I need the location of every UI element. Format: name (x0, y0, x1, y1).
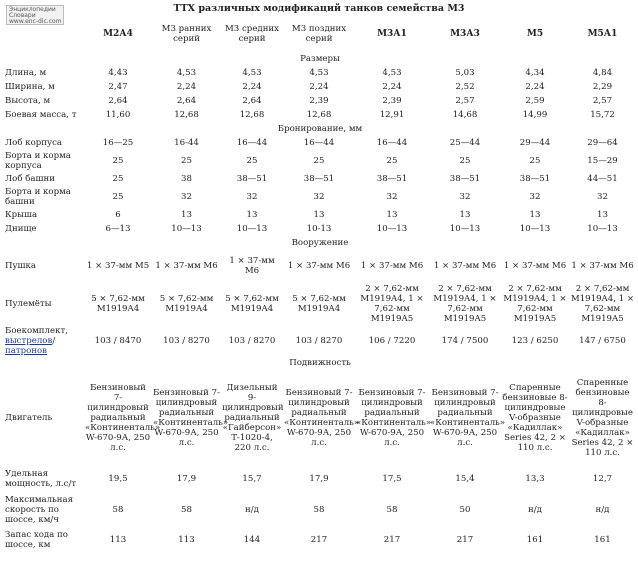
cell: 32 (313, 192, 325, 202)
section-row (4, 236, 636, 250)
section-dimensions: Размеры (300, 54, 340, 64)
cell: 38 (181, 174, 192, 184)
cell: 5 × 7,62-мм M1919A4 (225, 294, 279, 314)
cell: 1 × 37-мм М6 (433, 261, 497, 271)
cell: 2,47 (108, 82, 128, 92)
cell: 2,64 (108, 96, 128, 106)
cell: 1 × 37-мм М5 (86, 261, 150, 271)
logo-line-3: www.enc-dic.com (9, 18, 62, 25)
cell: н/д (528, 505, 542, 515)
cell: 2,29 (592, 82, 613, 92)
table-row (4, 172, 636, 186)
row-label: Борта и корма корпуса (5, 151, 71, 171)
row-label: Запас хода по шоссе, км (5, 530, 68, 550)
cell: Спаренные бензиновые 8-цилиндровые V-образные «Кадиллак» Series 42, 2 × 110 л.с. (571, 378, 634, 458)
cell: 217 (310, 535, 328, 545)
cell: Спаренные бензиновые 8-цилиндровые V-образные «Кадиллак» Series 42, 2 × 110 л.с. (502, 383, 568, 453)
row-label: Днище (5, 224, 37, 234)
cell: 1 × 37-мм М6 (287, 261, 351, 271)
cell: 14,99 (522, 110, 548, 120)
cell: 10—13 (587, 224, 618, 234)
cell: 25 (112, 156, 124, 166)
table-row (4, 222, 636, 236)
cell: 13 (313, 210, 325, 220)
row-label: Удельная мощность, л.с/т (5, 469, 77, 489)
cell: 17,5 (382, 474, 402, 484)
cell: 14,68 (452, 110, 478, 120)
cell: 10—13 (171, 224, 202, 234)
table-row (4, 282, 636, 326)
row-label-ammo (4, 326, 84, 356)
cell: 2,24 (382, 82, 402, 92)
col-header: М5 (526, 29, 544, 39)
cell: 32 (529, 192, 541, 202)
cell: 25—44 (449, 138, 481, 148)
cell: 58 (386, 505, 398, 515)
cell: 1 × 37-мм М6 (503, 261, 567, 271)
cell: 16-44 (174, 138, 199, 148)
cell: 2,57 (455, 96, 475, 106)
cell: 13 (459, 210, 471, 220)
cell: 17,9 (176, 474, 197, 484)
cell: 58 (112, 505, 124, 515)
cell: 13,3 (525, 474, 545, 484)
table-row (4, 370, 636, 466)
table-row (4, 94, 636, 108)
ammo-label-sep: / (52, 336, 56, 346)
cell: 217 (383, 535, 401, 545)
cell: 25 (313, 156, 325, 166)
cell: Бензиновый 7-цилиндровый радиальный «Континенталь» W-670-9А, 250 л.с. (284, 388, 360, 448)
cell: Бензиновый 7-цилиндровый радиальный «Континенталь» W-670-9А, 250 л.с. (153, 388, 229, 448)
table-row (4, 250, 636, 282)
cell: 6—13 (105, 224, 131, 234)
cell: 113 (109, 535, 127, 545)
cell: 113 (178, 535, 195, 545)
cell: 10—13 (519, 224, 551, 234)
cell: 103 / 8270 (163, 336, 210, 346)
cell: 12,68 (174, 110, 199, 120)
cell: 32 (246, 192, 258, 202)
cell: 13 (181, 210, 192, 220)
cell: 29—44 (519, 138, 551, 148)
cell: 2 × 7,62-мм M1919A4, 1 × 7,62-мм M1919A5 (360, 284, 424, 324)
cell: 2,39 (382, 96, 402, 106)
cell: 4,84 (592, 68, 613, 78)
logo-line-2: Словари (9, 12, 36, 19)
cell: 12,7 (592, 474, 613, 484)
section-row (4, 52, 636, 66)
cell: 16—44 (236, 138, 268, 148)
cell: 15—29 (587, 156, 618, 166)
cell: 25 (386, 156, 398, 166)
cell: 29—64 (587, 138, 618, 148)
cell: 16—44 (303, 138, 335, 148)
cell: 50 (459, 505, 471, 515)
cell: 174 / 7500 (441, 336, 489, 346)
row-label: Ширина, м (5, 82, 55, 92)
cell: 2,39 (309, 96, 329, 106)
cell: 32 (386, 192, 398, 202)
table-row (4, 528, 636, 552)
row-label: Борта и корма башни (5, 187, 71, 207)
table-row (4, 80, 636, 94)
cell: 103 / 8470 (94, 336, 142, 346)
cell: 10—13 (236, 224, 268, 234)
cell: 1 × 37-мм М6 (155, 261, 218, 271)
link-vystrelov[interactable]: выстрелов (5, 336, 53, 346)
cell: 13 (246, 210, 258, 220)
cell: 4,53 (176, 68, 197, 78)
cell: 13 (597, 210, 608, 220)
table-row (4, 108, 636, 122)
cell: 38—51 (236, 174, 268, 184)
table-title: ТТХ различных модификаций танков семейства М3 (173, 3, 465, 14)
logo-line-1: Энциклопедии (9, 6, 56, 13)
row-label: Пушка (5, 261, 37, 271)
cell: Дизельный 9-цилиндровый радиальный «Гайберсон» Т-1020-4, 220 л.с. (222, 383, 284, 453)
cell: 25 (246, 156, 258, 166)
cell: 32 (181, 192, 192, 202)
cell: 2,24 (525, 82, 545, 92)
cell: 161 (526, 535, 544, 545)
cell: 2 × 7,62-мм M1919A4, 1 × 7,62-мм M1919A5 (433, 284, 497, 324)
cell: 58 (181, 505, 192, 515)
cell: 12,68 (306, 110, 332, 120)
col-header: М3 ранних серий (161, 24, 212, 44)
cell: 19,5 (108, 474, 128, 484)
corner-cell (4, 16, 84, 52)
cell: 147 / 6750 (579, 336, 626, 346)
cell: 106 / 7220 (368, 336, 416, 346)
cell: 2,59 (525, 96, 545, 106)
col-header: М3 средних серий (225, 24, 279, 44)
ttx-table (4, 16, 636, 552)
cell: 5 × 7,62-мм M1919A4 (91, 294, 145, 314)
header-row (4, 16, 636, 52)
cell: 2,64 (176, 96, 197, 106)
cell: 25 (112, 192, 124, 202)
cell: 1 × 37-мм М6 (360, 261, 424, 271)
cell: 38—51 (303, 174, 335, 184)
cell: 103 / 8270 (295, 336, 343, 346)
cell: 38—51 (449, 174, 481, 184)
col-header: М3А3 (450, 29, 480, 39)
cell: 38—51 (376, 174, 408, 184)
cell: 16—25 (102, 138, 134, 148)
cell: 123 / 6250 (511, 336, 559, 346)
cell: 32 (597, 192, 608, 202)
cell: 10—13 (376, 224, 408, 234)
link-patronov[interactable]: патронов (5, 346, 48, 356)
table-row (4, 208, 636, 222)
cell: 1 × 37-мм М6 (229, 256, 275, 276)
table-row (4, 66, 636, 80)
cell: 10—13 (449, 224, 481, 234)
cell: 13 (386, 210, 398, 220)
section-row (4, 122, 636, 136)
cell: 15,72 (590, 110, 615, 120)
table-row (4, 150, 636, 172)
col-header: М5А1 (587, 29, 618, 39)
cell: 2,24 (242, 82, 262, 92)
cell: 4,53 (242, 68, 262, 78)
cell: 25 (459, 156, 471, 166)
table-row (4, 492, 636, 528)
col-header: М3 поздних серий (291, 24, 347, 44)
cell: 2,24 (176, 82, 197, 92)
cell: 25 (529, 156, 541, 166)
cell: 144 (243, 535, 261, 545)
cell: 38—51 (519, 174, 551, 184)
cell: 25 (112, 174, 124, 184)
table-row (4, 466, 636, 492)
cell: 17,9 (309, 474, 329, 484)
cell: Бензиновый 7-цилиндровый радиальный «Континенталь» W-670-9А, 250 л.с. (356, 388, 432, 448)
cell: 1 × 37-мм М6 (571, 261, 634, 271)
cell: 161 (594, 535, 611, 545)
cell: 103 / 8270 (228, 336, 276, 346)
section-row (4, 356, 636, 370)
row-label: Крыша (5, 210, 38, 220)
cell: 15,4 (455, 474, 475, 484)
table-row (4, 326, 636, 356)
cell: 5 × 7,62-мм M1919A4 (159, 294, 214, 314)
cell: 11,60 (105, 110, 131, 120)
row-label: Лоб башни (5, 174, 55, 184)
cell: 5 × 7,62-мм M1919A4 (292, 294, 346, 314)
cell: 2 × 7,62-мм M1919A4, 1 × 7,62-мм M1919A5 (503, 284, 567, 324)
cell: 44—51 (587, 174, 618, 184)
col-header: М2А4 (103, 29, 133, 39)
row-label: Лоб корпуса (5, 138, 63, 148)
table-row (4, 136, 636, 150)
row-label: Боевая масса, т (5, 110, 77, 120)
cell: 16—44 (376, 138, 408, 148)
cell: 10-13 (306, 224, 332, 234)
cell: 4,53 (309, 68, 329, 78)
section-armor: Бронирование, мм (277, 124, 363, 134)
row-label: Двигатель (5, 413, 53, 423)
cell: Бензиновый 7-цилиндровый радиальный «Континенталь» W-670-9А, 250 л.с. (85, 383, 161, 453)
cell: 5,03 (455, 68, 475, 78)
cell: 4,53 (382, 68, 402, 78)
section-armament: Вооружение (291, 238, 349, 248)
section-mobility: Подвижность (289, 358, 351, 368)
cell: 2,64 (242, 96, 262, 106)
cell: Бензиновый 7-цилиндровый радиальный «Континенталь» W-670-9А, 250 л.с. (430, 388, 506, 448)
row-label: Максимальная скорость по шоссе, км/ч (5, 495, 74, 525)
cell: 217 (456, 535, 474, 545)
row-label: Пулемёты (5, 299, 52, 309)
cell: 32 (459, 192, 471, 202)
cell: 2 × 7,62-мм M1919A4, 1 × 7,62-мм M1919A5 (570, 284, 635, 324)
cell: 25 (181, 156, 192, 166)
cell: 6 (115, 210, 121, 220)
cell: 4,43 (108, 68, 128, 78)
table-row (4, 186, 636, 208)
cell: 13 (529, 210, 541, 220)
cell: 15,7 (242, 474, 262, 484)
ammo-label-prefix: Боекомплект, (5, 326, 68, 336)
row-label: Длина, м (5, 68, 47, 78)
cell: 2,57 (592, 96, 613, 106)
cell: 12,91 (379, 110, 405, 120)
row-label: Высота, м (5, 96, 51, 106)
cell: 4,34 (525, 68, 545, 78)
cell: 12,68 (239, 110, 265, 120)
cell: н/д (245, 505, 259, 515)
col-header: М3А1 (377, 29, 407, 39)
cell: н/д (595, 505, 610, 515)
cell: 2,24 (309, 82, 329, 92)
cell: 2,52 (455, 82, 475, 92)
cell: 58 (313, 505, 325, 515)
